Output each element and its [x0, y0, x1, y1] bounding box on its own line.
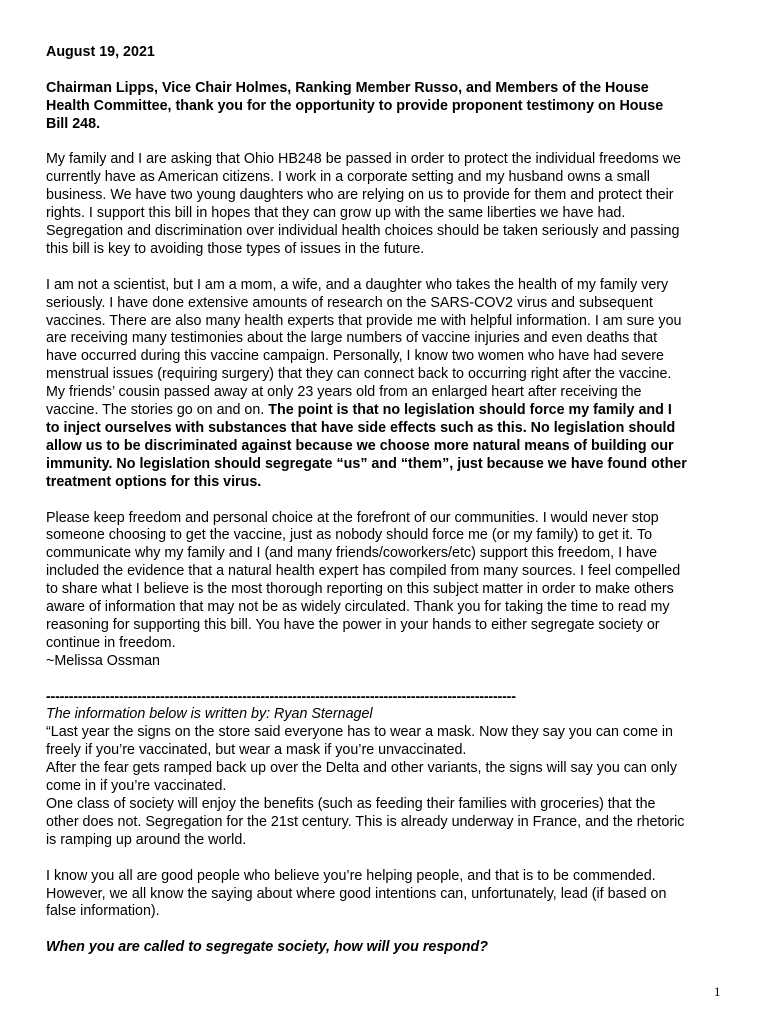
paragraph-line: Segregation and discrimination over individual health choices should be taken seriously and passing [46, 223, 680, 240]
paragraph-line: My friends’ cousin passed away at only 23 years old from an enlarged heart after receiving the [46, 384, 642, 401]
paragraph-text: vaccine. The stories go on and on. [46, 402, 269, 419]
paragraph-line: communicate why my family and I (and many friends/coworkers/etc) support this freedom, I have [46, 545, 658, 562]
emphasis-text: The point is that no legislation should force my family and I [268, 402, 672, 419]
salutation-line: Bill 248. [46, 115, 101, 132]
paragraph-line: reasoning for supporting this bill. You have the power in your hands to either segregate society or [46, 616, 660, 633]
quote-line: is ramping up around the world. [46, 831, 247, 848]
quoted-section [46, 706, 730, 849]
salutation-line: Chairman Lipps, Vice Chair Holmes, Ranking Member Russo, and Members of the House [46, 79, 649, 96]
quote-line: freely if you’re vaccinated, but wear a mask if you’re unvaccinated. [46, 742, 467, 759]
letter-page [46, 44, 730, 957]
paragraph-line: My family and I are asking that Ohio HB248 be passed in order to protect the individual freedoms we [46, 151, 681, 168]
quote-line: One class of society will enjoy the benefits (such as feeding their families with groceries) that the [46, 795, 656, 812]
paragraph-line: aware of information that may not be as widely circulated. Thank you for taking the time to read my [46, 599, 670, 616]
paragraph-line: vaccines. There are also many health experts that provide me with helpful information. I am sure you [46, 312, 682, 329]
quote-line: “Last year the signs on the store said everyone has to wear a mask. Now they say you can come in [46, 724, 673, 741]
paragraph-line: to share what I believe is the most thorough reporting on this subject matter in order to make others [46, 581, 674, 598]
final-question: When you are called to segregate society, how will you respond? [46, 939, 488, 956]
emphasis-line: to inject ourselves with substances that have side effects such as this. No legislation should [46, 419, 676, 436]
emphasis-line: immunity. No legislation should segregate “us” and “them”, just because we have found other [46, 455, 687, 472]
paragraph-line: continue in freedom. [46, 634, 176, 651]
signature: ~Melissa Ossman [46, 652, 161, 669]
paragraph-line: currently have as American citizens. I work in a corporate setting and my husband owns a small [46, 169, 650, 186]
emphasis-line: treatment options for this virus. [46, 473, 262, 490]
paragraph-line: false information). [46, 903, 160, 920]
paragraph-2 [46, 277, 730, 492]
section-divider: ------------------------------------------------------------------------------------------------------- [46, 688, 516, 705]
paragraph-line-mixed [46, 402, 730, 420]
emphasis-line: allow us to be discriminated against because we choose more natural means of building our [46, 437, 674, 454]
paragraph-line: this bill is key to avoiding those types of issues in the future. [46, 240, 425, 257]
paragraph-line: included the evidence that a natural health expert has compiled from many sources. I feel compelled [46, 563, 681, 580]
quote-line: come in if you’re vaccinated. [46, 778, 227, 795]
paragraph-line: I am not a scientist, but I am a mom, a wife, and a daughter who takes the health of my family very [46, 276, 669, 293]
salutation [46, 80, 730, 134]
paragraph-line: Please keep freedom and personal choice at the forefront of our communities. I would never stop [46, 509, 659, 526]
paragraph-line: are receiving many testimonies about the large numbers of vaccine injuries and even deaths that [46, 330, 658, 347]
page-number: 1 [714, 984, 721, 999]
paragraph-line: rights. I support this bill in hopes that they can grow up with the same liberties we have had. [46, 205, 626, 222]
paragraph-line: seriously. I have done extensive amounts of research on the SARS-COV2 virus and subsequent [46, 294, 653, 311]
paragraph-3 [46, 510, 730, 653]
closing-paragraph [46, 868, 730, 922]
letter-date: August 19, 2021 [46, 44, 155, 60]
paragraph-line: business. We have two young daughters who are relying on us to provide for them and protect their [46, 187, 674, 204]
salutation-line: Health Committee, thank you for the opportunity to provide proponent testimony on House [46, 97, 664, 114]
paragraph-line: someone choosing to get the vaccine, just as nobody should force me (or my family) to get it. To [46, 527, 653, 544]
paragraph-line: menstrual issues (requiring surgery) that they can connect back to occurring right after the vaccine. [46, 366, 672, 383]
paragraph-line: However, we all know the saying about where good intentions can, unfortunately, lead (if based on [46, 885, 667, 902]
quote-line: After the fear gets ramped back up over the Delta and other variants, the signs will say you can only [46, 760, 677, 777]
paragraph-line: have occurred during this vaccine campaign. Personally, I know two women who have had severe [46, 348, 665, 365]
attribution: The information below is written by: Ryan Sternagel [46, 706, 373, 723]
paragraph-line: I know you all are good people who believe you’re helping people, and that is to be commended. [46, 867, 656, 884]
paragraph-1 [46, 151, 730, 258]
quote-line: other does not. Segregation for the 21st century. This is already underway in France, and the rhetoric [46, 813, 685, 830]
